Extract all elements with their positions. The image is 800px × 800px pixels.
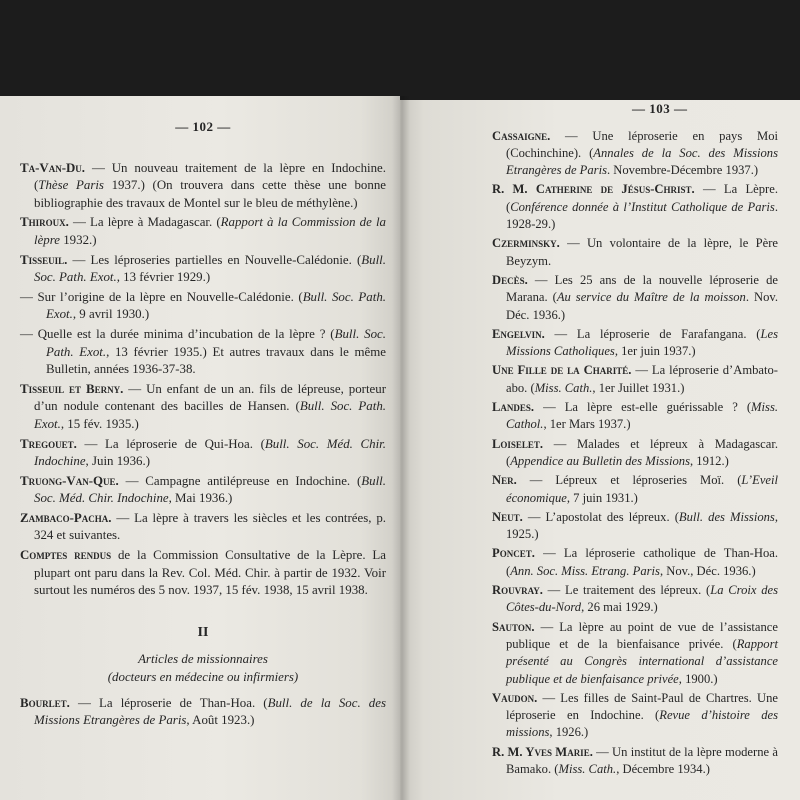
- entry-author: Loiselet.: [492, 436, 544, 451]
- bibliography-entry: [20, 252, 386, 287]
- bibliography-entry: [20, 381, 386, 434]
- entry-text: — La lèpre est-elle guérissable ? (: [534, 400, 752, 415]
- section-subtitle: (docteurs en médecine ou infirmiers): [107, 670, 299, 685]
- entry-source: Rapport présenté au Congrès international d’assistance publique et de bienfaisance privée: [506, 636, 778, 686]
- entry-text: — L’apostolat des lépreux. (: [522, 509, 679, 524]
- entry-tail: , Août 1923.): [186, 713, 255, 728]
- entry-author: Decès.: [492, 272, 528, 287]
- entry-source: Bull. des Missions: [678, 509, 775, 524]
- entry-text: — La léproserie de Qui-Hoa. (: [76, 436, 265, 451]
- bibliography-entry: [492, 744, 778, 779]
- entry-author: Sauton.: [492, 619, 535, 634]
- entry-author: Bourlet.: [20, 695, 70, 710]
- entry-tail: , Nov., Déc. 1936.): [659, 563, 756, 578]
- entry-text: — Le traitement des lépreux. (: [542, 583, 711, 598]
- entry-author: Zambaco-Pacha.: [20, 510, 112, 525]
- entry-author: R. M. Catherine de Jésus-Christ.: [492, 182, 695, 197]
- bibliography-list: [492, 128, 778, 779]
- entry-source: L’Eveil économique: [506, 473, 778, 505]
- entry-text: — Un nouveau traitement de la lèpre en Indochine. (: [34, 160, 386, 193]
- bibliography-entry: [492, 362, 778, 397]
- entry-author: Comptes rendus: [20, 548, 112, 563]
- entry-text: — La lèpre à Madagascar. (: [68, 215, 221, 230]
- entry-tail: , 1er Juillet 1931.): [592, 380, 685, 395]
- bibliography-entry: [20, 289, 386, 324]
- entry-source: Rapport à la Commission de la lèpre: [34, 215, 386, 247]
- entry-tail: , 26 mai 1929.): [581, 600, 658, 615]
- entry-tail: , 15 fév. 1935.): [60, 416, 139, 431]
- entry-source: Bull. Soc. Méd. Chir. Indochine: [34, 436, 386, 469]
- entry-author: Landes.: [492, 400, 535, 415]
- entry-source: Bull. Soc. Path. Exot.: [34, 399, 386, 431]
- entry-author: Tisseuil.: [20, 252, 68, 267]
- entry-tail: , 9 avril 1930.): [72, 307, 150, 322]
- entry-source: Thèse Paris: [38, 178, 104, 193]
- entry-source: Ann. Soc. Miss. Etrang. Paris: [510, 563, 660, 578]
- bibliography-entry: [492, 399, 778, 434]
- entry-tail: , Juin 1936.): [85, 454, 151, 469]
- entry-tail: , 7 juin 1931.): [566, 490, 638, 505]
- entry-author: Ta-Van-Du.: [20, 160, 86, 175]
- bibliography-list: [20, 160, 386, 600]
- entry-text: — Campagne antilépreuse en Indochine. (: [118, 473, 362, 488]
- entry-author: Ner.: [492, 473, 517, 488]
- bibliography-entry: [492, 436, 778, 471]
- right-page: [400, 100, 800, 800]
- entry-source: Conférence donnée à l’Institut Catholique de Paris: [510, 199, 775, 214]
- entry-tail: , 13 février 1929.): [116, 270, 211, 285]
- entry-dash: —: [20, 289, 33, 304]
- bibliography-entry: [492, 619, 778, 688]
- bibliography-entry: [20, 510, 386, 545]
- page-number: — 102 —: [175, 119, 231, 134]
- entry-tail: , 1er juin 1937.): [614, 344, 696, 359]
- entry-source: Bull. Soc. Path. Exot.: [46, 289, 386, 322]
- entry-dash: —: [20, 326, 33, 341]
- entry-source: Bull. Soc. Path. Exot.: [46, 326, 386, 359]
- entry-tail: , 13 février 1935.) Et autres travaux dans le même Bulletin, années 1936-37-38.: [46, 344, 387, 377]
- entry-source: Au service du Maître de la moisson: [556, 290, 746, 305]
- entry-text: — La léproserie catholique de Than-Hoa. (: [506, 546, 778, 578]
- bibliography-entry: [492, 545, 778, 580]
- entry-author: Rouvray.: [492, 583, 543, 598]
- entry-text: — La léproserie de Than-Hoa. (: [69, 695, 268, 710]
- entry-text: — La Lèpre. (: [506, 182, 778, 214]
- entry-tail: . 1928-29.): [506, 199, 778, 232]
- entry-tail: , 1900.): [678, 671, 718, 686]
- section-numeral: II: [197, 624, 209, 640]
- entry-tail: . Novembre-Décembre 1937.): [606, 163, 759, 178]
- entry-author: Truong-Van-Que.: [20, 473, 119, 488]
- entry-source: La Croix des Côtes-du-Nord: [506, 583, 778, 615]
- entry-text: — Une léproserie en pays Moi (Cochinchine). (: [506, 128, 778, 160]
- bibliography-entry: [492, 128, 778, 180]
- entry-author: Czerminsky.: [492, 236, 560, 251]
- entry-source: Bull. Soc. Path. Exot.: [34, 252, 386, 285]
- entry-author: Une Fille de la Charité.: [492, 363, 632, 378]
- bibliography-entry: [492, 326, 778, 361]
- entry-text: — La lèpre au point de vue de l’assistance publique et de la bienfaisance privée. (: [506, 619, 778, 651]
- entry-tail: . Nov. Déc. 1936.): [506, 290, 778, 322]
- entry-author: R. M. Yves Marie.: [492, 744, 593, 759]
- bibliography-entry: [20, 473, 386, 508]
- left-page: [0, 96, 400, 800]
- entry-source: Miss. Cath.: [558, 761, 617, 776]
- bibliography-entry: [492, 472, 778, 507]
- entry-text: — La léproserie d’Ambato-abo. (: [506, 363, 778, 395]
- bibliography-entry: [20, 695, 386, 730]
- bibliography-entry: [492, 690, 778, 742]
- entry-tail: , Mai 1936.): [168, 491, 233, 506]
- entry-text: — Un volontaire de la lèpre, le Père Beyzym.: [506, 236, 778, 268]
- entry-source: Les Missions Catholiques: [506, 326, 778, 359]
- entry-source: Miss. Cath.: [534, 380, 593, 395]
- entry-tail: 1932.): [60, 232, 97, 247]
- entry-tail: , 1925.): [506, 509, 778, 542]
- entry-text: — Un enfant de un an. fils de lépreuse, porteur d’un nodule contenant des bacilles de Hansen. (: [34, 381, 386, 414]
- entry-text: — Les 25 ans de la nouvelle léproserie de Marana. (: [506, 272, 778, 305]
- bibliography-entry: [492, 509, 778, 544]
- page-number: — 103 —: [632, 101, 688, 116]
- bibliography-entry: [492, 272, 778, 324]
- entry-author: Tisseuil et Berny.: [20, 381, 124, 396]
- entry-text: — Malades et lépreux à Madagascar. (: [506, 436, 778, 468]
- entry-author: Neut.: [492, 509, 523, 524]
- entry-author: Poncet.: [492, 546, 535, 561]
- entry-source: Annales de la Soc. des Missions Etrangères de Paris: [506, 145, 779, 178]
- bibliography-entry: [20, 547, 386, 600]
- entry-tail: 1937.) (On trouvera dans cette thèse une bonne bibliographie des travaux de Montel sur le bleu de méthylène.): [34, 178, 386, 210]
- bibliography-entry: [20, 436, 386, 471]
- entry-source: Miss. Cathol.: [506, 400, 778, 432]
- bibliography-entry: [492, 181, 778, 233]
- entry-source: Revue d’histoire des missions: [506, 708, 778, 740]
- entry-text: — Les filles de Saint-Paul de Chartres. Une léproserie en Indochine. (: [506, 690, 778, 723]
- entry-author: Tregouet.: [20, 436, 77, 451]
- entry-text: — La lèpre à travers les siècles et les contrées, p. 324 et suivantes.: [34, 510, 386, 543]
- bibliography-entry: [20, 214, 386, 249]
- entry-text: — Un institut de la lèpre moderne à Bamako. (: [506, 744, 778, 776]
- entry-tail: , 1912.): [689, 453, 729, 468]
- entry-text: — Les léproseries partielles en Nouvelle-Calédonie. (: [67, 252, 362, 267]
- entry-text: de la Commission Consultative de la Lèpre. La plupart ont paru dans la Rev. Col. Méd. Chir. à partir de 1932. Voir surtout les numéros des 5 nov. 1937, 15 fév. 1938, 15 avril 1938.: [34, 548, 386, 598]
- entry-tail: , 1926.): [549, 725, 589, 740]
- entry-author: Thiroux.: [20, 215, 69, 230]
- entry-author: Engelvin.: [492, 326, 545, 341]
- section-title: Articles de missionnaires: [138, 652, 268, 667]
- entry-source: Appendice au Bulletin des Missions: [510, 453, 690, 468]
- entry-author: Vaudon.: [492, 690, 538, 705]
- entry-tail: , Décembre 1934.): [616, 761, 710, 776]
- entry-text: — Lépreux et léproseries Moï. (: [516, 473, 742, 488]
- entry-tail: , 1er Mars 1937.): [543, 417, 631, 432]
- entry-source: Bull. de la Soc. des Missions Etrangères de Paris: [34, 695, 386, 728]
- bibliography-entry: [20, 160, 386, 213]
- entry-text: Quelle est la durée minima d’incubation de la lèpre ? (: [32, 326, 335, 341]
- bibliography-entry: [492, 582, 778, 617]
- entry-text: — La léproserie de Farafangana. (: [544, 326, 761, 341]
- bibliography-entry: [492, 235, 778, 270]
- entry-source: Bull. Soc. Méd. Chir. Indochine: [34, 473, 386, 506]
- bibliography-entry: [20, 326, 386, 379]
- entry-text: Sur l’origine de la lèpre en Nouvelle-Calédonie. (: [32, 289, 303, 304]
- entry-author: Cassaigne.: [492, 128, 551, 143]
